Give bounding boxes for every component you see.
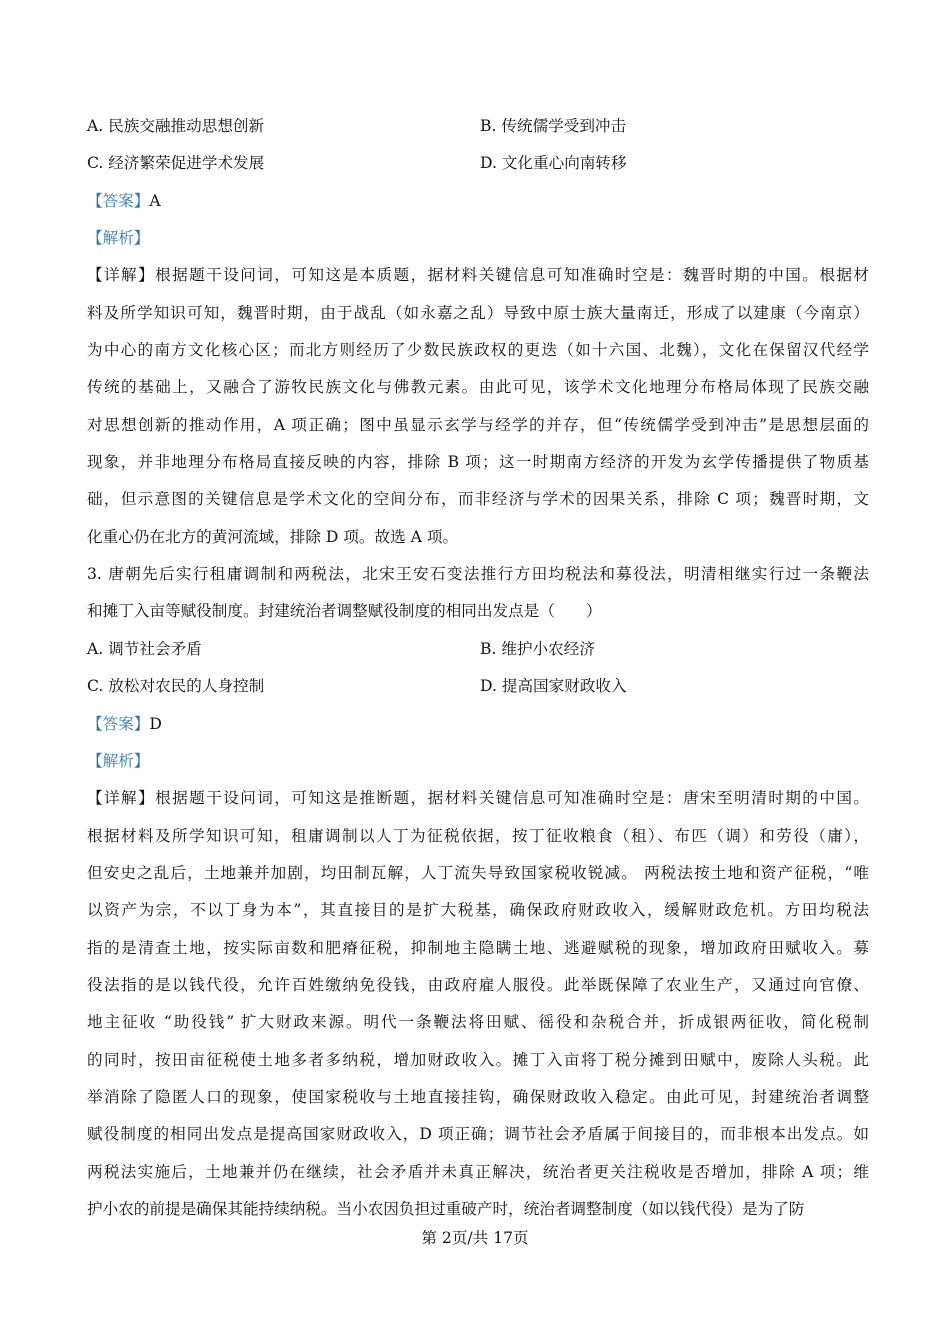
detail-line: 地主征收 “助役钱” 扩大财政来源。明代一条鞭法将田赋、徭役和杂税合并，折成银两征收，简化税制: [87, 1013, 869, 1032]
analysis-tag: 【解析】: [87, 229, 150, 248]
option-item: A. 调节社会矛盾: [87, 639, 202, 658]
option-item: D. 文化重心向南转移: [480, 154, 627, 173]
detail-line: 但安史之乱后，土地兼并加剧，均田制瓦解，人丁流失导致国家税收锐减。 两税法按土地和资产征税，“唯: [87, 863, 869, 882]
detail-line: 化重心仍在北方的黄河流域，排除 D 项。故选 A 项。: [87, 527, 459, 546]
detail-line: 举消除了隐匿人口的现象，使国家税收与土地直接挂钩，确保财政收入稳定。由此可见，封建统治者调整: [87, 1087, 869, 1106]
option-item: B. 传统儒学受到冲击: [480, 117, 627, 135]
option-row: [87, 668, 869, 705]
option-row: [87, 631, 869, 668]
detail-line: 役法指的是以钱代役，允许百姓缴纳免役钱，由政府雇人服役。此举既保障了农业生产，又通过向官僚、: [87, 975, 869, 994]
analysis-line: [87, 220, 869, 257]
page-number: 第 2页/共 17页: [421, 1229, 529, 1247]
detail-line: 以资产为宗，不以丁身为本”，其直接目的是扩大税基，确保政府财政收入，缓解财政危机。方田均税法: [87, 901, 869, 920]
answer-line: [87, 706, 869, 743]
option-item: C. 经济繁荣促进学术发展: [87, 154, 265, 173]
detail-line: 赋役制度的相同出发点是提高国家财政收入，D 项正确；调节社会矛盾属于间接目的，而非根本出发点。如: [87, 1125, 869, 1144]
option-row: [87, 145, 869, 182]
analysis-line: [87, 743, 869, 780]
detail-line: 指的是清查土地，按实际亩数和肥瘠征税，抑制地主隐瞒土地、逃避赋税的现象，增加政府田赋收入。募: [87, 938, 869, 957]
detail-line: 的同时，按田亩征税使土地多者多纳税，增加财政收入。摊丁入亩将丁税分摊到田赋中，废除人头税。此: [87, 1050, 869, 1069]
detail-line: 护小农的前提是确保其能持续纳税。当小农因负担过重破产时，统治者调整制度（如以钱代役）是为了防: [87, 1199, 805, 1218]
detail-line: 传统的基础上，又融合了游牧民族文化与佛教元素。由此可见，该学术文化地理分布格局体现了民族交融: [87, 378, 869, 397]
detail-line: 根据材料及所学知识可知，租庸调制以人丁为征税依据，按丁征收粮食（租）、布匹（调）和劳役（庸），: [87, 826, 869, 845]
answer-tag: 【答案】: [87, 191, 150, 210]
detail-line: 【详解】根据题干设问词，可知这是推断题，据材料关键信息可知准确时空是：唐宋至明清时期的中国。: [87, 789, 869, 808]
answer-tag: 【答案】: [87, 714, 150, 733]
answer-line: [87, 183, 869, 220]
option-item: C. 放松对农民的人身控制: [87, 677, 265, 696]
detail-line: 两税法实施后，土地兼并仍在继续，社会矛盾并未真正解决，统治者更关注税收是否增加，排除 A 项；维: [87, 1162, 869, 1181]
option-item: A. 民族交融推动思想创新: [87, 117, 265, 135]
detail-line: 对思想创新的推动作用，A 项正确；图中虽显示玄学与经学的并存，但“传统儒学受到冲击”是思想层面的: [87, 415, 869, 434]
option-item: D. 提高国家财政收入: [480, 677, 627, 696]
detail-line: 料及所学知识可知，魏晋时期，由于战乱（如永嘉之乱）导致中原士族大量南迁，形成了以建康（今南京）: [87, 303, 869, 322]
detail-line: 础，但示意图的关键信息是学术文化的空间分布，而非经济与学术的因果关系，排除 C 项；魏晋时期，文: [87, 490, 869, 509]
analysis-tag: 【解析】: [87, 751, 150, 770]
question-stem-line: 和摊丁入亩等赋役制度。封建统治者调整赋役制度的相同出发点是（ ）: [87, 602, 602, 621]
answer-value: D: [149, 714, 162, 733]
question-stem-line: 3. 唐朝先后实行租庸调制和两税法，北宋王安石变法推行方田均税法和募役法，明清相继实行过一条鞭法: [87, 565, 869, 584]
document-body: [87, 108, 869, 1228]
option-item: B. 维护小农经济: [480, 639, 595, 658]
answer-value: A: [149, 191, 161, 210]
detail-line: 为中心的南方文化核心区；而北方则经历了少数民族政权的更迭（如十六国、北魏），文化在保留汉代经学: [87, 341, 869, 360]
option-row: [87, 108, 869, 145]
detail-line: 现象，并非地理分布格局直接反映的内容，排除 B 项；这一时期南方经济的开发为玄学传播提供了物质基: [87, 453, 869, 472]
detail-line: 【详解】根据题干设问词，可知这是本质题，据材料关键信息可知准确时空是：魏晋时期的中国。根据材: [87, 266, 869, 285]
